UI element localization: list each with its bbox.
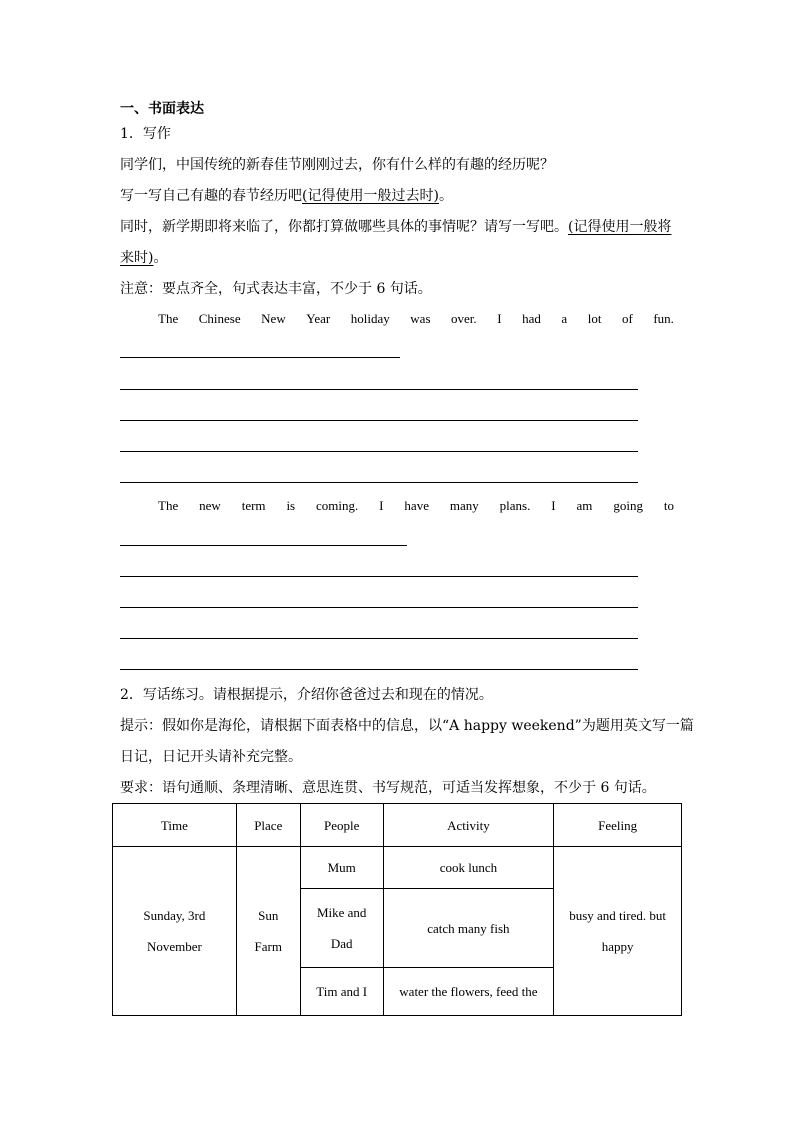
section-title: 一、书面表达 [120,101,204,117]
header-activity: Activity [383,804,554,847]
answer-line[interactable] [120,482,638,483]
table-row [113,847,682,889]
header-people: People [300,804,383,847]
table-header-row [113,804,682,847]
cell-place: Sun Farm [236,847,300,1016]
header-time: Time [113,804,237,847]
tense-hint-future-b: 来时) [120,250,154,266]
question-1-number: 1．写作 [120,126,171,142]
question-2-number: 2．写话练习。请根据提示，介绍你爸爸过去和现在的情况。 [120,687,493,703]
cell-activity: water the flowers, feed the [383,968,554,1016]
info-table [112,803,682,1016]
answer-line[interactable] [120,420,638,421]
writing-start-1: The Chinese New Year holiday was over. I had a lot of fun. [158,311,674,326]
tense-hint-past: (记得使用一般过去时) [302,188,439,204]
answer-line[interactable] [120,545,407,546]
cell-activity: cook lunch [383,847,554,889]
tense-hint-future-a: (记得使用一般将 [568,219,672,235]
cell-people: Tim and I [300,968,383,1016]
cell-feeling: busy and tired. but happy [554,847,682,1016]
answer-line[interactable] [120,357,400,358]
question-1-note: 注意：要点齐全，句式表达丰富，不少于 6 句话。 [120,281,432,297]
answer-line[interactable] [120,576,638,577]
header-place: Place [236,804,300,847]
cell-time: Sunday, 3rd November [113,847,237,1016]
question-1-task-future-cont: 来时)。 [120,250,168,266]
answer-line[interactable] [120,607,638,608]
answer-line[interactable] [120,638,638,639]
answer-line[interactable] [120,389,638,390]
header-feeling: Feeling [554,804,682,847]
cell-people: Mum [300,847,383,889]
question-2-requirements: 要求：语句通顺、条理清晰、意思连贯、书写规范，可适当发挥想象，不少于 6 句话。 [120,780,656,796]
cell-activity: catch many fish [383,889,554,968]
cell-people: Mike and Dad [300,889,383,968]
question-2-hint-cont: 日记，日记开头请补充完整。 [120,749,302,765]
answer-line[interactable] [120,669,638,670]
question-2-hint: 提示：假如你是海伦，请根据下面表格中的信息，以“A happy weekend”为题用英文写一篇 [120,718,694,734]
writing-start-2: The new term is coming. I have many plans. I am going to [158,498,674,513]
question-1-intro: 同学们，中国传统的新春佳节刚刚过去，你有什么样的有趣的经历呢？ [120,157,554,173]
answer-line[interactable] [120,451,638,452]
question-1-task-past: 写一写自己有趣的春节经历吧(记得使用一般过去时)。 [120,188,453,204]
question-1-task-future: 同时，新学期即将来临了，你都打算做哪些具体的事情呢？请写一写吧。(记得使用一般将 [120,219,672,235]
